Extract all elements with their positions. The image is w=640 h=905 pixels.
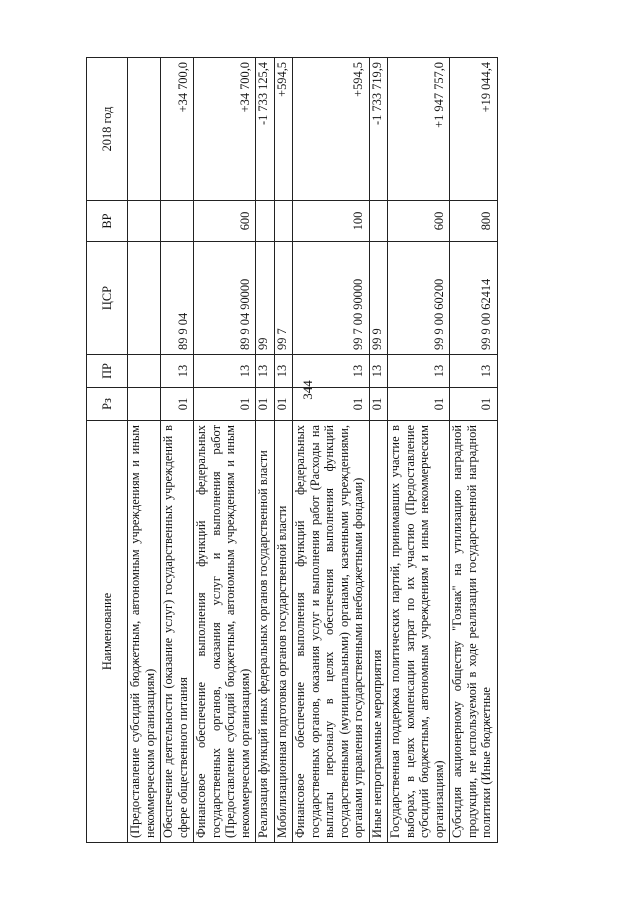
header-year: 2018 год bbox=[87, 58, 128, 201]
table-row bbox=[256, 58, 275, 843]
row-amount: +19 044,4 bbox=[450, 58, 498, 201]
row-csr: 99 9 00 60200 bbox=[388, 242, 450, 355]
header-pr: ПР bbox=[87, 355, 128, 388]
row-name: Финансовое обеспечение выполнения функций федеральных государственных органов, оказания услуг и выполнения работ (Расходы на выплаты персоналу в целях обеспечения выполнения функций государственными (муниципальными) органами, казенными учреждениями, органами управления государственными внебюджетными фондами) bbox=[293, 421, 370, 843]
row-csr: 99 9 00 62414 bbox=[450, 242, 498, 355]
budget-table-container bbox=[86, 58, 640, 843]
row-name: (Предоставление субсидий бюджетным, автономным учреждениям и иным некоммерческим организациям) bbox=[128, 421, 161, 843]
row-name: Финансовое обеспечение выполнения функций федеральных государственных органов, оказания услуг и выполнения работ (Предоставление субсидий бюджетным, автономным учреждениям и иным некоммерческим организациям) bbox=[194, 421, 256, 843]
row-rz: 01 bbox=[194, 388, 256, 421]
row-vr bbox=[161, 201, 194, 242]
row-csr: 89 9 04 bbox=[161, 242, 194, 355]
row-rz: 01 bbox=[388, 388, 450, 421]
table-row bbox=[274, 58, 293, 843]
row-vr bbox=[256, 201, 275, 242]
row-vr bbox=[369, 201, 388, 242]
row-csr bbox=[128, 242, 161, 355]
table-row bbox=[161, 58, 194, 843]
row-name: Обеспечение деятельности (оказание услуг) государственных учреждений в сфере общественного питания bbox=[161, 421, 194, 843]
row-name: Иные непрограммные мероприятия bbox=[369, 421, 388, 843]
row-name: Мобилизационная подготовка органов государственной власти bbox=[274, 421, 293, 843]
row-vr: 800 bbox=[450, 201, 498, 242]
table-row bbox=[369, 58, 388, 843]
table-row bbox=[128, 58, 161, 843]
row-name: Субсидия акционерному обществу "Гознак" на утилизацию наградной продукции, не используемой в ходе реализации государственной наградной политики (Иные бюджетные bbox=[450, 421, 498, 843]
row-rz: 01 bbox=[161, 388, 194, 421]
row-rz: 01 bbox=[274, 388, 293, 421]
row-amount: -1 733 719,9 bbox=[369, 58, 388, 201]
row-amount: +34 700,0 bbox=[194, 58, 256, 201]
table-row bbox=[194, 58, 256, 843]
page-number: 344 bbox=[300, 380, 315, 400]
row-rz: 01 bbox=[256, 388, 275, 421]
row-amount: +34 700,0 bbox=[161, 58, 194, 201]
row-name: Реализация функций иных федеральных органов государственной власти bbox=[256, 421, 275, 843]
table-row bbox=[450, 58, 498, 843]
row-vr: 600 bbox=[194, 201, 256, 242]
row-csr: 99 7 bbox=[274, 242, 293, 355]
row-vr: 100 bbox=[293, 201, 370, 242]
table-header-row bbox=[87, 58, 128, 843]
row-amount: +1 947 757,0 bbox=[388, 58, 450, 201]
row-vr: 600 bbox=[388, 201, 450, 242]
row-rz: 01 bbox=[450, 388, 498, 421]
budget-table bbox=[86, 57, 498, 843]
row-pr bbox=[128, 355, 161, 388]
row-amount bbox=[128, 58, 161, 201]
row-rz: 01 bbox=[369, 388, 388, 421]
row-csr: 99 7 00 90000 bbox=[293, 242, 370, 355]
row-pr: 13 bbox=[450, 355, 498, 388]
row-pr: 13 bbox=[256, 355, 275, 388]
row-name: Государственная поддержка политических партий, принимавших участие в выборах, в целях компенсации затрат по их участию (Предоставление субсидий бюджетным, автономным учреждениям и иным некоммерческим организациям) bbox=[388, 421, 450, 843]
row-pr: 13 bbox=[369, 355, 388, 388]
header-vr: ВР bbox=[87, 201, 128, 242]
row-pr: 13 bbox=[388, 355, 450, 388]
row-pr: 13 bbox=[194, 355, 256, 388]
table-row bbox=[388, 58, 450, 843]
row-rz: 01 bbox=[293, 388, 370, 421]
row-csr: 99 9 bbox=[369, 242, 388, 355]
row-vr bbox=[128, 201, 161, 242]
row-pr: 13 bbox=[274, 355, 293, 388]
row-amount: +594,5 bbox=[293, 58, 370, 201]
row-pr: 13 bbox=[293, 355, 370, 388]
header-csr: ЦСР bbox=[87, 242, 128, 355]
row-amount: +594,5 bbox=[274, 58, 293, 201]
row-amount: -1 733 125,4 bbox=[256, 58, 275, 201]
header-rz: Рз bbox=[87, 388, 128, 421]
header-name: Наименование bbox=[87, 421, 128, 843]
table-row bbox=[293, 58, 370, 843]
row-csr: 99 bbox=[256, 242, 275, 355]
row-vr bbox=[274, 201, 293, 242]
row-pr: 13 bbox=[161, 355, 194, 388]
row-rz bbox=[128, 388, 161, 421]
row-csr: 89 9 04 90000 bbox=[194, 242, 256, 355]
